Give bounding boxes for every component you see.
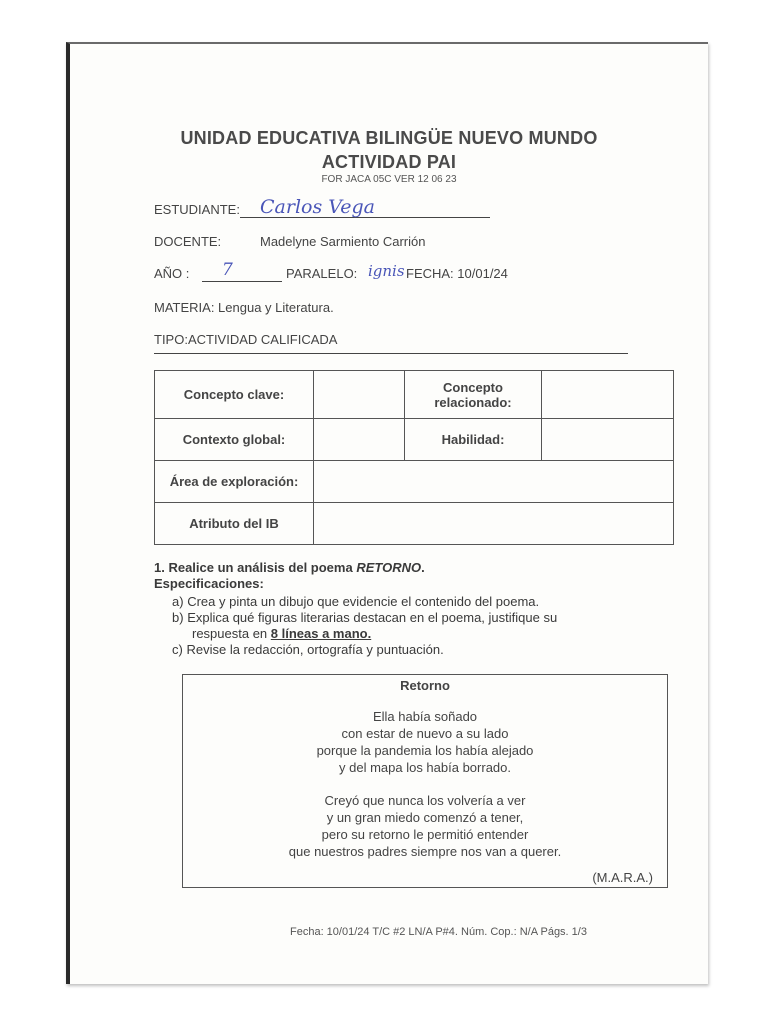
poem-box bbox=[182, 674, 668, 888]
exploration-cell bbox=[314, 461, 674, 503]
poem-line: Ella había soñado bbox=[372, 709, 478, 724]
year-line bbox=[202, 281, 282, 282]
spec-b bbox=[172, 610, 557, 625]
poem-line: con estar de nuevo a su lado bbox=[341, 726, 509, 741]
parallel-handwritten: ignis bbox=[368, 262, 405, 280]
activity-title: ACTIVIDAD PAI bbox=[321, 152, 457, 172]
related-concept-cell bbox=[542, 371, 674, 419]
spec-a-text: Crea y pinta un dibujo que evidencie el contenido del poema. bbox=[187, 594, 540, 609]
teacher-label: DOCENTE: bbox=[154, 234, 222, 249]
spec-b-emphasis: 8 líneas a mano. bbox=[270, 626, 372, 641]
spec-b-text-2: respuesta en bbox=[192, 626, 271, 641]
poem-stanza-1 bbox=[183, 708, 667, 776]
spec-b-continued bbox=[192, 626, 371, 641]
spec-c-text: Revise la redacción, ortografía y puntuación. bbox=[186, 642, 444, 657]
poem-author: (M.A.R.A.) bbox=[592, 870, 653, 885]
global-context-label: Contexto global: bbox=[155, 419, 314, 461]
teacher-name: Madelyne Sarmiento Carrión bbox=[260, 234, 426, 249]
specs-label: Especificaciones: bbox=[154, 576, 264, 591]
school-name: UNIDAD EDUCATIVA BILINGÜE NUEVO MUNDO bbox=[180, 128, 598, 148]
exploration-label: Área de exploración: bbox=[155, 461, 314, 503]
poem-line: y un gran miedo comenzó a tener, bbox=[326, 810, 524, 825]
year-label: AÑO : bbox=[154, 266, 190, 281]
date-field: FECHA: 10/01/24 bbox=[406, 266, 508, 281]
ib-attribute-label: Atributo del IB bbox=[155, 503, 314, 545]
spec-b-marker: b) bbox=[172, 610, 184, 625]
poem-line: porque la pandemia los había alejado bbox=[316, 743, 534, 758]
ib-attribute-cell bbox=[314, 503, 674, 545]
subject-field: MATERIA: Lengua y Literatura. bbox=[154, 300, 334, 315]
document-code: FOR JACA 05C VER 12 06 23 bbox=[321, 174, 457, 185]
type-field: TIPO:ACTIVIDAD CALIFICADA bbox=[154, 332, 338, 347]
year-handwritten: 7 bbox=[222, 260, 233, 280]
type-underline bbox=[154, 353, 628, 354]
global-context-cell bbox=[314, 419, 405, 461]
ib-info-table bbox=[154, 370, 674, 545]
question-period: . bbox=[421, 560, 425, 575]
question-text: 1. Realice un análisis del poema bbox=[154, 560, 357, 575]
parallel-label: PARALELO: bbox=[286, 266, 358, 281]
worksheet-page bbox=[66, 42, 708, 984]
student-name-handwritten: Carlos Vega bbox=[260, 196, 375, 218]
spec-c bbox=[172, 642, 444, 657]
skill-cell bbox=[542, 419, 674, 461]
key-concept-label: Concepto clave: bbox=[155, 371, 314, 419]
question-1 bbox=[154, 560, 425, 575]
spec-a-marker: a) bbox=[172, 594, 184, 609]
spec-a bbox=[172, 594, 539, 609]
related-concept-label: Concepto relacionado: bbox=[405, 371, 542, 419]
footer-info: Fecha: 10/01/24 T/C #2 LN/A P#4. Núm. Cop.: N/A Págs. 1/3 bbox=[290, 926, 587, 938]
poem-reference: RETORNO bbox=[356, 560, 422, 575]
poem-line: Creyó que nunca los volvería a ver bbox=[324, 793, 526, 808]
student-label: ESTUDIANTE: bbox=[154, 202, 240, 217]
spec-b-text: Explica qué figuras literarias destacan en el poema, justifique su bbox=[187, 610, 558, 625]
poem-line: pero su retorno le permitió entender bbox=[321, 827, 529, 842]
poem-title: Retorno bbox=[400, 678, 450, 693]
key-concept-cell bbox=[314, 371, 405, 419]
poem-line: que nuestros padres siempre nos van a querer. bbox=[288, 844, 562, 859]
poem-line: y del mapa los había borrado. bbox=[339, 760, 511, 775]
poem-stanza-2 bbox=[183, 792, 667, 860]
skill-label: Habilidad: bbox=[405, 419, 542, 461]
spec-c-marker: c) bbox=[172, 642, 183, 657]
